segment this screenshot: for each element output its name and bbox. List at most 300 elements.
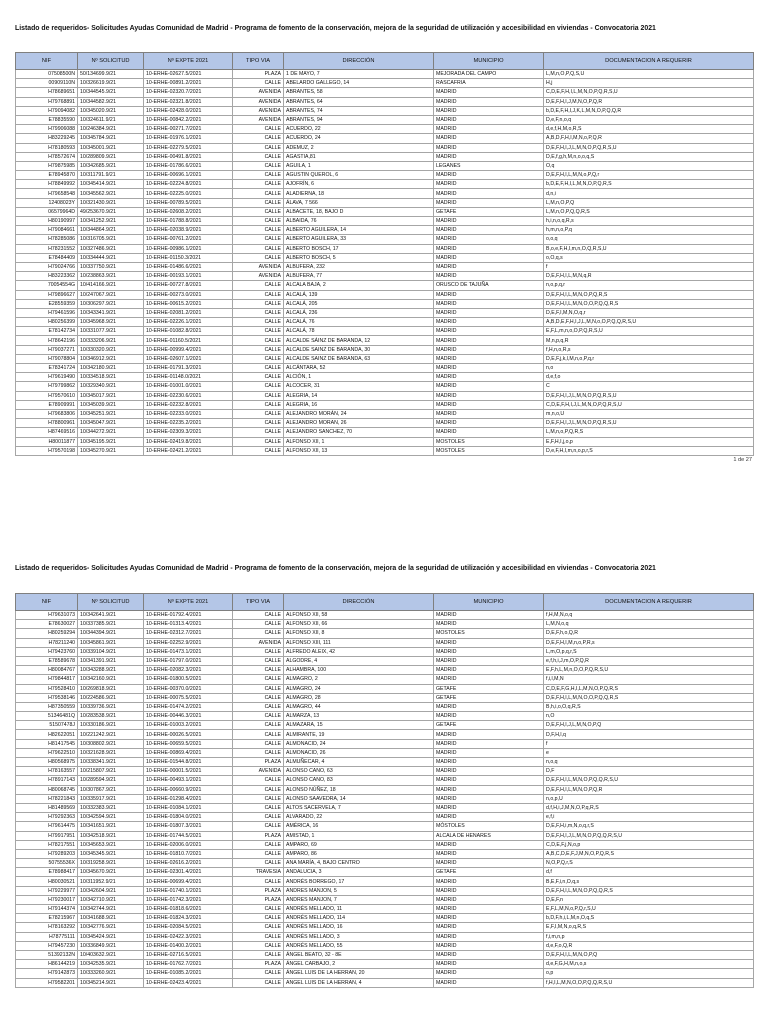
cell-documentacion: D,F	[544, 767, 754, 776]
cell-documentacion: D,E,F,H,I,J,L,M,N,O,P,Q,Q,R,S,U	[544, 831, 754, 840]
cell-expediente: 10-ERHE-02252.9/2021	[144, 638, 233, 647]
cell-municipio: MADRID	[434, 785, 544, 794]
table-row	[16, 950, 754, 959]
cell-solicitud: 10/345195.9/21	[78, 437, 144, 446]
cell-municipio: MADRID	[434, 978, 544, 987]
cell-documentacion: D,E,F,H,I,L,M,N,q,R	[544, 272, 754, 281]
cell-solicitud: 10/329340.9/21	[78, 382, 144, 391]
cell-nif: 50755536X	[16, 859, 78, 868]
cell-documentacion: D,e,F,H,I,m,n,o,p,r,S	[544, 446, 754, 455]
table-row	[16, 327, 754, 336]
cell-tipo-via: PLAZA	[233, 70, 284, 79]
document-title: Listado de requeridos- Solicitudes Ayudas Comunidad de Madrid - Programa de fomento de la conservación, mejora de la seguridad de utilización y accesibilidad en viviendas - Convocatoria 2021	[15, 565, 656, 572]
table-row	[16, 941, 754, 950]
cell-municipio: MADRID	[434, 115, 544, 124]
cell-solicitud: 10/344545.9/21	[78, 88, 144, 97]
cell-municipio: MADRID	[434, 198, 544, 207]
cell-solicitud: 10/414166.9/21	[78, 281, 144, 290]
cell-solicitud: 10/345251.9/21	[78, 409, 144, 418]
cell-solicitud: 10/221242.9/21	[78, 730, 144, 739]
cell-nif: H78849992	[16, 180, 78, 189]
cell-documentacion: e,f,h,i,J,m,O,P,Q,R	[544, 656, 754, 665]
cell-direccion: ALBACETE, 18, BAJO D	[284, 207, 434, 216]
cell-municipio: MADRID	[434, 960, 544, 969]
cell-tipo-via: CALLE	[233, 428, 284, 437]
cell-expediente: 10-ERHE-00193.1/2021	[144, 272, 233, 281]
cell-nif: E78215967	[16, 914, 78, 923]
cell-direccion: ACUERDO, 24	[284, 134, 434, 143]
cell-municipio: MADRID	[434, 656, 544, 665]
table-row	[16, 840, 754, 849]
cell-direccion: ALFONSO XII, 66	[284, 620, 434, 629]
cell-documentacion: L,m,O,p,q,r,S	[544, 647, 754, 656]
cell-direccion: ALMUÑECAR, 4	[284, 758, 434, 767]
table-row	[16, 143, 754, 152]
cell-solicitud: 10/215807.9/21	[78, 767, 144, 776]
cell-documentacion: A,B,C,D,E,F,J,M,N,O,P,Q,R,S	[544, 849, 754, 858]
cell-nif: 51507478J	[16, 721, 78, 730]
cell-expediente: 10-ERHE-00026.5/2021	[144, 730, 233, 739]
cell-tipo-via: CALLE	[233, 125, 284, 134]
table-row	[16, 299, 754, 308]
cell-solicitud: 10/330186.9/21	[78, 721, 144, 730]
cell-nif: H78800961	[16, 419, 78, 428]
table-row	[16, 785, 754, 794]
cell-expediente: 10-ERHE-00370.0/2021	[144, 684, 233, 693]
cell-solicitud: 10/341252.9/21	[78, 217, 144, 226]
cell-municipio: ALCALA DE HENARES	[434, 831, 544, 840]
cell-solicitud: 10/339736.9/21	[78, 702, 144, 711]
cell-expediente: 10-ERHE-01084.1/2021	[144, 803, 233, 812]
cell-solicitud: 10/345414.9/21	[78, 180, 144, 189]
cell-municipio: MADRID	[434, 180, 544, 189]
cell-municipio: ORUSCO DE TAJUÑA	[434, 281, 544, 290]
cell-expediente: 10-ERHE-01804.0/2021	[144, 813, 233, 822]
cell-nif: H79094082	[16, 106, 78, 115]
table-row	[16, 198, 754, 207]
cell-direccion: ALBERTO AGUILERA, 33	[284, 235, 434, 244]
cell-solicitud: 10/327486.9/21	[78, 244, 144, 253]
cell-tipo-via: CALLE	[233, 776, 284, 785]
cell-tipo-via: CALLE	[233, 693, 284, 702]
cell-expediente: 10-ERHE-01742.3/2021	[144, 895, 233, 904]
cell-municipio: MADRID	[434, 932, 544, 941]
table-row	[16, 702, 754, 711]
cell-expediente: 10-ERHE-01800.5/2021	[144, 675, 233, 684]
cell-expediente: 10-ERHE-01313.4/2021	[144, 620, 233, 629]
cell-direccion: ALCALDE SAINZ DE BARANDA, 63	[284, 354, 434, 363]
table-row	[16, 647, 754, 656]
cell-tipo-via: CALLE	[233, 794, 284, 803]
cell-tipo-via: CALLE	[233, 345, 284, 354]
cell-documentacion: f,H,M,N,o,q	[544, 611, 754, 620]
cell-direccion: ALEJANDRO MORAN, 26	[284, 419, 434, 428]
cell-direccion: ANDRÉS MELLADO, 11	[284, 905, 434, 914]
cell-direccion: ANDRÉS MELLADO, 55	[284, 941, 434, 950]
cell-nif: E78341724	[16, 364, 78, 373]
cell-nif: 00909110N	[16, 79, 78, 88]
cell-tipo-via: CALLE	[233, 327, 284, 336]
cell-direccion: ANDRÉS MELLADO, 114	[284, 914, 434, 923]
cell-tipo-via: CALLE	[233, 675, 284, 684]
cell-expediente: 10-ERHE-00986.1/2021	[144, 244, 233, 253]
cell-documentacion: d,f	[544, 868, 754, 877]
cell-nif: 70054554G	[16, 281, 78, 290]
cell-nif: H79896627	[16, 290, 78, 299]
cell-direccion: ALHAMBRA, 100	[284, 666, 434, 675]
cell-direccion: ALFONSO XII, 8	[284, 629, 434, 638]
cell-municipio: MADRID	[434, 272, 544, 281]
cell-nif: H80259294	[16, 629, 78, 638]
cell-expediente: 10-ERHE-00615.2/2021	[144, 299, 233, 308]
cell-municipio: MADRID	[434, 373, 544, 382]
cell-documentacion: f,H,n,o,R,s	[544, 345, 754, 354]
cell-documentacion: B,h,i,o,O,q,R,S	[544, 702, 754, 711]
cell-nif: H80084767	[16, 666, 78, 675]
cell-tipo-via: CALLE	[233, 923, 284, 932]
cell-expediente: 10-ERHE-00271.7/2021	[144, 125, 233, 134]
cell-direccion: ÁNGEL CARBAJO, 2	[284, 960, 434, 969]
cell-municipio: MADRID	[434, 290, 544, 299]
cell-expediente: 10-ERHE-02224.8/2021	[144, 180, 233, 189]
table-row	[16, 776, 754, 785]
cell-expediente: 10-ERHE-00761.2/2021	[144, 235, 233, 244]
cell-expediente: 10-ERHE-02232.8/2021	[144, 400, 233, 409]
cell-solicitud: 10/341651.9/21	[78, 822, 144, 831]
cell-solicitud: 10/337750.9/21	[78, 262, 144, 271]
cell-expediente: 10-ERHE-02312.7/2021	[144, 629, 233, 638]
cell-municipio: MOSTOLES	[434, 629, 544, 638]
cell-municipio: MADRID	[434, 638, 544, 647]
cell-expediente: 10-ERHE-00842.2/2021	[144, 115, 233, 124]
cell-municipio: MADRID	[434, 730, 544, 739]
cell-tipo-via: AVENIDA	[233, 106, 284, 115]
table-row	[16, 712, 754, 721]
cell-municipio: MADRID	[434, 152, 544, 161]
cell-documentacion: n,o,p,q,r	[544, 281, 754, 290]
cell-municipio: MADRID	[434, 859, 544, 868]
cell-documentacion: m,n,o,U	[544, 409, 754, 418]
cell-municipio: MADRID	[434, 364, 544, 373]
cell-municipio: MADRID	[434, 969, 544, 978]
cell-expediente: 10-ERHE-02038.9/2021	[144, 226, 233, 235]
cell-tipo-via: CALLE	[233, 803, 284, 812]
column-header-documentacion: DOCUMENTACION A REQUERIR	[544, 53, 754, 70]
table-row	[16, 831, 754, 840]
table-row	[16, 978, 754, 987]
document-page-2	[0, 540, 768, 1024]
cell-tipo-via: CALLE	[233, 244, 284, 253]
cell-solicitud: 10/345047.9/21	[78, 419, 144, 428]
cell-tipo-via: CALLE	[233, 822, 284, 831]
cell-expediente: 10-ERHE-02084.5/2021	[144, 923, 233, 932]
cell-direccion: ALFREDO ALEIX, 42	[284, 647, 434, 656]
cell-expediente: 10-ERHE-02421.2/2021	[144, 446, 233, 455]
cell-expediente: 10-ERHE-02423.4/2021	[144, 978, 233, 987]
cell-documentacion: h,i,n,o,q,R,s	[544, 217, 754, 226]
cell-municipio: GETAFE	[434, 721, 544, 730]
table-row	[16, 675, 754, 684]
table-row	[16, 125, 754, 134]
column-header-solicitud: Nº SOLICITUD	[78, 594, 144, 611]
cell-nif: H79142873	[16, 969, 78, 978]
cell-direccion: ANDRES MANJON, 7	[284, 895, 434, 904]
cell-nif: H82622051	[16, 730, 78, 739]
cell-documentacion: b,D,E,F,H,I,J,K,L,M,N,O,P,Q,Q,R	[544, 106, 754, 115]
cell-solicitud: 10/344272.9/21	[78, 428, 144, 437]
cell-direccion: ALFONSO XIII, 111	[284, 638, 434, 647]
cell-documentacion: n,O	[544, 712, 754, 721]
cell-tipo-via: CALLE	[233, 281, 284, 290]
cell-nif: 12408023Y	[16, 198, 78, 207]
cell-expediente: 10-ERHE-01544.8/2021	[144, 758, 233, 767]
cell-direccion: ALMAGRO, 24	[284, 684, 434, 693]
cell-nif: H78572674	[16, 152, 78, 161]
cell-expediente: 10-ERHE-02309.3/2021	[144, 428, 233, 437]
cell-expediente: 10-ERHE-00075.5/2021	[144, 693, 233, 702]
cell-nif: E78909991	[16, 400, 78, 409]
cell-documentacion: D,E,F,H,I,L,M,N,O,P,Q,Q,R,S	[544, 886, 754, 895]
cell-expediente: 10-ERHE-02321.8/2021	[144, 97, 233, 106]
cell-expediente: 10-ERHE-01824.3/2021	[144, 914, 233, 923]
cell-tipo-via: CALLE	[233, 171, 284, 180]
cell-solicitud: 10/344394.9/21	[78, 629, 144, 638]
cell-direccion: ALEGRIA, 14	[284, 391, 434, 400]
table-row	[16, 281, 754, 290]
cell-direccion: ACUERDO, 22	[284, 125, 434, 134]
cell-expediente: 10-ERHE-02608.2/2021	[144, 207, 233, 216]
cell-documentacion: n,o,q	[544, 758, 754, 767]
cell-tipo-via: CALLE	[233, 134, 284, 143]
cell-expediente: 10-ERHE-02419.8/2021	[144, 437, 233, 446]
cell-municipio: MADRID	[434, 253, 544, 262]
cell-expediente: 10-ERHE-00789.5/2021	[144, 198, 233, 207]
cell-tipo-via: CALLE	[233, 382, 284, 391]
cell-documentacion: C,D,E,F,H,I,L,M,N,O,P,Q,R,S,U	[544, 88, 754, 97]
cell-tipo-via: CALLE	[233, 849, 284, 858]
cell-municipio: MADRID	[434, 88, 544, 97]
cell-nif: H80011877	[16, 437, 78, 446]
cell-municipio: MADRID	[434, 143, 544, 152]
cell-municipio: MADRID	[434, 886, 544, 895]
cell-solicitud: 10/345424.9/21	[78, 932, 144, 941]
cell-tipo-via: AVENIDA	[233, 767, 284, 776]
table-row	[16, 318, 754, 327]
cell-tipo-via: CALLE	[233, 730, 284, 739]
cell-documentacion: N,O,P,Q,r,S	[544, 859, 754, 868]
table-row	[16, 803, 754, 812]
cell-nif: 06579964D	[16, 207, 78, 216]
table-row	[16, 877, 754, 886]
cell-documentacion: d,f,H,i,J,M,N,O,P,q,R,S	[544, 803, 754, 812]
cell-tipo-via: CALLE	[233, 611, 284, 620]
table-row	[16, 308, 754, 317]
cell-municipio: MOSTOLES	[434, 437, 544, 446]
cell-municipio: MADRID	[434, 308, 544, 317]
cell-documentacion: C	[544, 382, 754, 391]
cell-tipo-via: CALLE	[233, 905, 284, 914]
cell-documentacion: L,M,n,O,P,Q,Q,R,S	[544, 207, 754, 216]
table-row	[16, 895, 754, 904]
cell-tipo-via: CALLE	[233, 969, 284, 978]
cell-documentacion: f	[544, 739, 754, 748]
cell-documentacion: D,E,F,H,I,J,L,M,N,O,P,Q,R,S,U	[544, 143, 754, 152]
cell-direccion: ALMAZARA, 15	[284, 721, 434, 730]
cell-solicitud: 49/253670.9/21	[78, 207, 144, 216]
table-row	[16, 97, 754, 106]
cell-direccion: ALCALDE SAINZ DE BARANDA, 30	[284, 345, 434, 354]
table-row	[16, 272, 754, 281]
cell-municipio: MADRID	[434, 923, 544, 932]
cell-nif: H79683806	[16, 409, 78, 418]
cell-nif: 51392132N	[16, 950, 78, 959]
cell-tipo-via: CALLE	[233, 253, 284, 262]
cell-expediente: 10-ERHE-01298.4/2021	[144, 794, 233, 803]
cell-direccion: ÁLAVA, 7 566	[284, 198, 434, 207]
cell-solicitud: 10/342744.9/21	[78, 905, 144, 914]
cell-tipo-via: PLAZA	[233, 886, 284, 895]
cell-solicitud: 10/342535.9/21	[78, 960, 144, 969]
cell-nif: H79457230	[16, 941, 78, 950]
table-row	[16, 106, 754, 115]
table-row	[16, 849, 754, 858]
cell-direccion: ANDRÉS MELLADO, 16	[284, 923, 434, 932]
cell-documentacion: D,E,F,H,i,m,N,o,q,r,S	[544, 822, 754, 831]
table-row	[16, 253, 754, 262]
cell-tipo-via: PLAZA	[233, 758, 284, 767]
cell-municipio: MADRID	[434, 428, 544, 437]
cell-nif: H78775111	[16, 932, 78, 941]
cell-nif: H80568975	[16, 758, 78, 767]
cell-direccion: AGUILA, 1	[284, 161, 434, 170]
table-row	[16, 364, 754, 373]
cell-solicitud: 10/307867.9/21	[78, 785, 144, 794]
cell-solicitud: 10/345562.9/21	[78, 189, 144, 198]
table-body	[16, 70, 754, 456]
cell-solicitud: 10/324611.9/21	[78, 115, 144, 124]
cell-direccion: ALBERTO BOSCH, 17	[284, 244, 434, 253]
cell-documentacion: D,E,F,H,I,L,M,N,O,O,P,Q,Q,R,S	[544, 299, 754, 308]
table-row	[16, 244, 754, 253]
table-row	[16, 419, 754, 428]
table-row	[16, 767, 754, 776]
cell-documentacion: o,o,q	[544, 235, 754, 244]
cell-tipo-via: CALLE	[233, 656, 284, 665]
table-row	[16, 666, 754, 675]
cell-tipo-via: CALLE	[233, 813, 284, 822]
cell-documentacion: O,q	[544, 161, 754, 170]
cell-direccion: ÁNGEL BEATO, 32 - 8E	[284, 950, 434, 959]
cell-tipo-via: PLAZA	[233, 831, 284, 840]
cell-tipo-via: CALLE	[233, 391, 284, 400]
cell-documentacion: D,E,F,H,I,L,M,N,o,P,Q,r	[544, 171, 754, 180]
cell-documentacion: f,H,I,L,M,N,O,O,P,Q,Q,R,S,U	[544, 978, 754, 987]
table-row	[16, 354, 754, 363]
cell-municipio: GETAFE	[434, 207, 544, 216]
cell-solicitud: 10/345020.9/21	[78, 106, 144, 115]
cell-expediente: 10-ERHE-02607.1/2021	[144, 354, 233, 363]
cell-documentacion: D,E,F,H,I,L,M,N,O,O,P,Q,Q,R,S	[544, 693, 754, 702]
cell-tipo-via: CALLE	[233, 409, 284, 418]
table-row	[16, 739, 754, 748]
cell-solicitud: 10/343288.9/21	[78, 666, 144, 675]
cell-nif: H81417545	[16, 739, 78, 748]
cell-nif: E78835590	[16, 115, 78, 124]
cell-tipo-via: AVENIDA	[233, 272, 284, 281]
cell-tipo-via: CALLE	[233, 446, 284, 455]
cell-direccion: ALCÁNTARA, 52	[284, 364, 434, 373]
cell-solicitud: 10/306297.9/21	[78, 299, 144, 308]
cell-nif: H79084661	[16, 226, 78, 235]
table-row	[16, 859, 754, 868]
cell-expediente: 10-ERHE-01150.3/2021	[144, 253, 233, 262]
cell-nif: H79582201	[16, 978, 78, 987]
cell-tipo-via: CALLE	[233, 666, 284, 675]
document-title: Listado de requeridos- Solicitudes Ayudas Comunidad de Madrid - Programa de fomento de la conservación, mejora de la seguridad de utilización y accesibilidad en viviendas - Convocatoria 2021	[15, 25, 656, 32]
cell-nif: H79078804	[16, 354, 78, 363]
cell-tipo-via: CALLE	[233, 79, 284, 88]
cell-tipo-via: AVENIDA	[233, 262, 284, 271]
cell-nif: H78221843	[16, 794, 78, 803]
cell-municipio: MADRID	[434, 217, 544, 226]
cell-direccion: ALTOS SACERVELA, 7	[284, 803, 434, 812]
cell-solicitud: 10/339104.9/21	[78, 647, 144, 656]
cell-municipio: MADRID	[434, 950, 544, 959]
table-row	[16, 382, 754, 391]
cell-solicitud: 10/334444.9/21	[78, 253, 144, 262]
cell-expediente: 10-ERHE-02716.5/2021	[144, 950, 233, 959]
cell-municipio: MADRID	[434, 235, 544, 244]
cell-tipo-via: AVENIDA	[233, 88, 284, 97]
cell-direccion: ALBERTO BOSCH, 5	[284, 253, 434, 262]
cell-solicitud: 10/311791.9/21	[78, 171, 144, 180]
cell-solicitud: 10/331077.9/21	[78, 327, 144, 336]
cell-direccion: ALCALÁ, 205	[284, 299, 434, 308]
cell-nif: H79024766	[16, 262, 78, 271]
cell-documentacion: b,D,E,F,H,I,L,M,N,O,P,Q,R,S	[544, 180, 754, 189]
cell-tipo-via: CALLE	[233, 161, 284, 170]
cell-tipo-via: CALLE	[233, 207, 284, 216]
table-row	[16, 905, 754, 914]
cell-expediente: 10-ERHE-01762.7/2021	[144, 960, 233, 969]
cell-documentacion: E,F,H,I,j,o,p	[544, 437, 754, 446]
cell-direccion: ABELARDO GALLEGO, 14	[284, 79, 434, 88]
table-row	[16, 134, 754, 143]
cell-expediente: 10-ERHE-01740.1/2021	[144, 886, 233, 895]
cell-direccion: AMPARO, 69	[284, 840, 434, 849]
cell-municipio: MADRID	[434, 803, 544, 812]
cell-tipo-via: CALLE	[233, 721, 284, 730]
cell-tipo-via: CALLE	[233, 308, 284, 317]
cell-municipio: MADRID	[434, 244, 544, 253]
cell-direccion: ALMONACID, 26	[284, 748, 434, 757]
cell-documentacion: o,O,q,s	[544, 253, 754, 262]
cell-nif: 07508500N	[16, 70, 78, 79]
table-row	[16, 611, 754, 620]
cell-documentacion: D,e,F,n,o,q	[544, 115, 754, 124]
cell-tipo-via: AVENIDA	[233, 97, 284, 106]
cell-nif: E78630027	[16, 620, 78, 629]
column-header-nif: NIF	[16, 53, 78, 70]
cell-expediente: 10-ERHE-00001.5/2021	[144, 767, 233, 776]
cell-expediente: 10-ERHE-01810.7/2021	[144, 849, 233, 858]
cell-municipio: MADRID	[434, 400, 544, 409]
cell-solicitud: 10/238863.9/21	[78, 272, 144, 281]
cell-expediente: 10-ERHE-02279.5/2021	[144, 143, 233, 152]
cell-direccion: ANDRES MANJON, 5	[284, 886, 434, 895]
cell-documentacion: d,e,F,G,H,M,n,o,s	[544, 960, 754, 969]
requirements-table	[15, 593, 754, 988]
